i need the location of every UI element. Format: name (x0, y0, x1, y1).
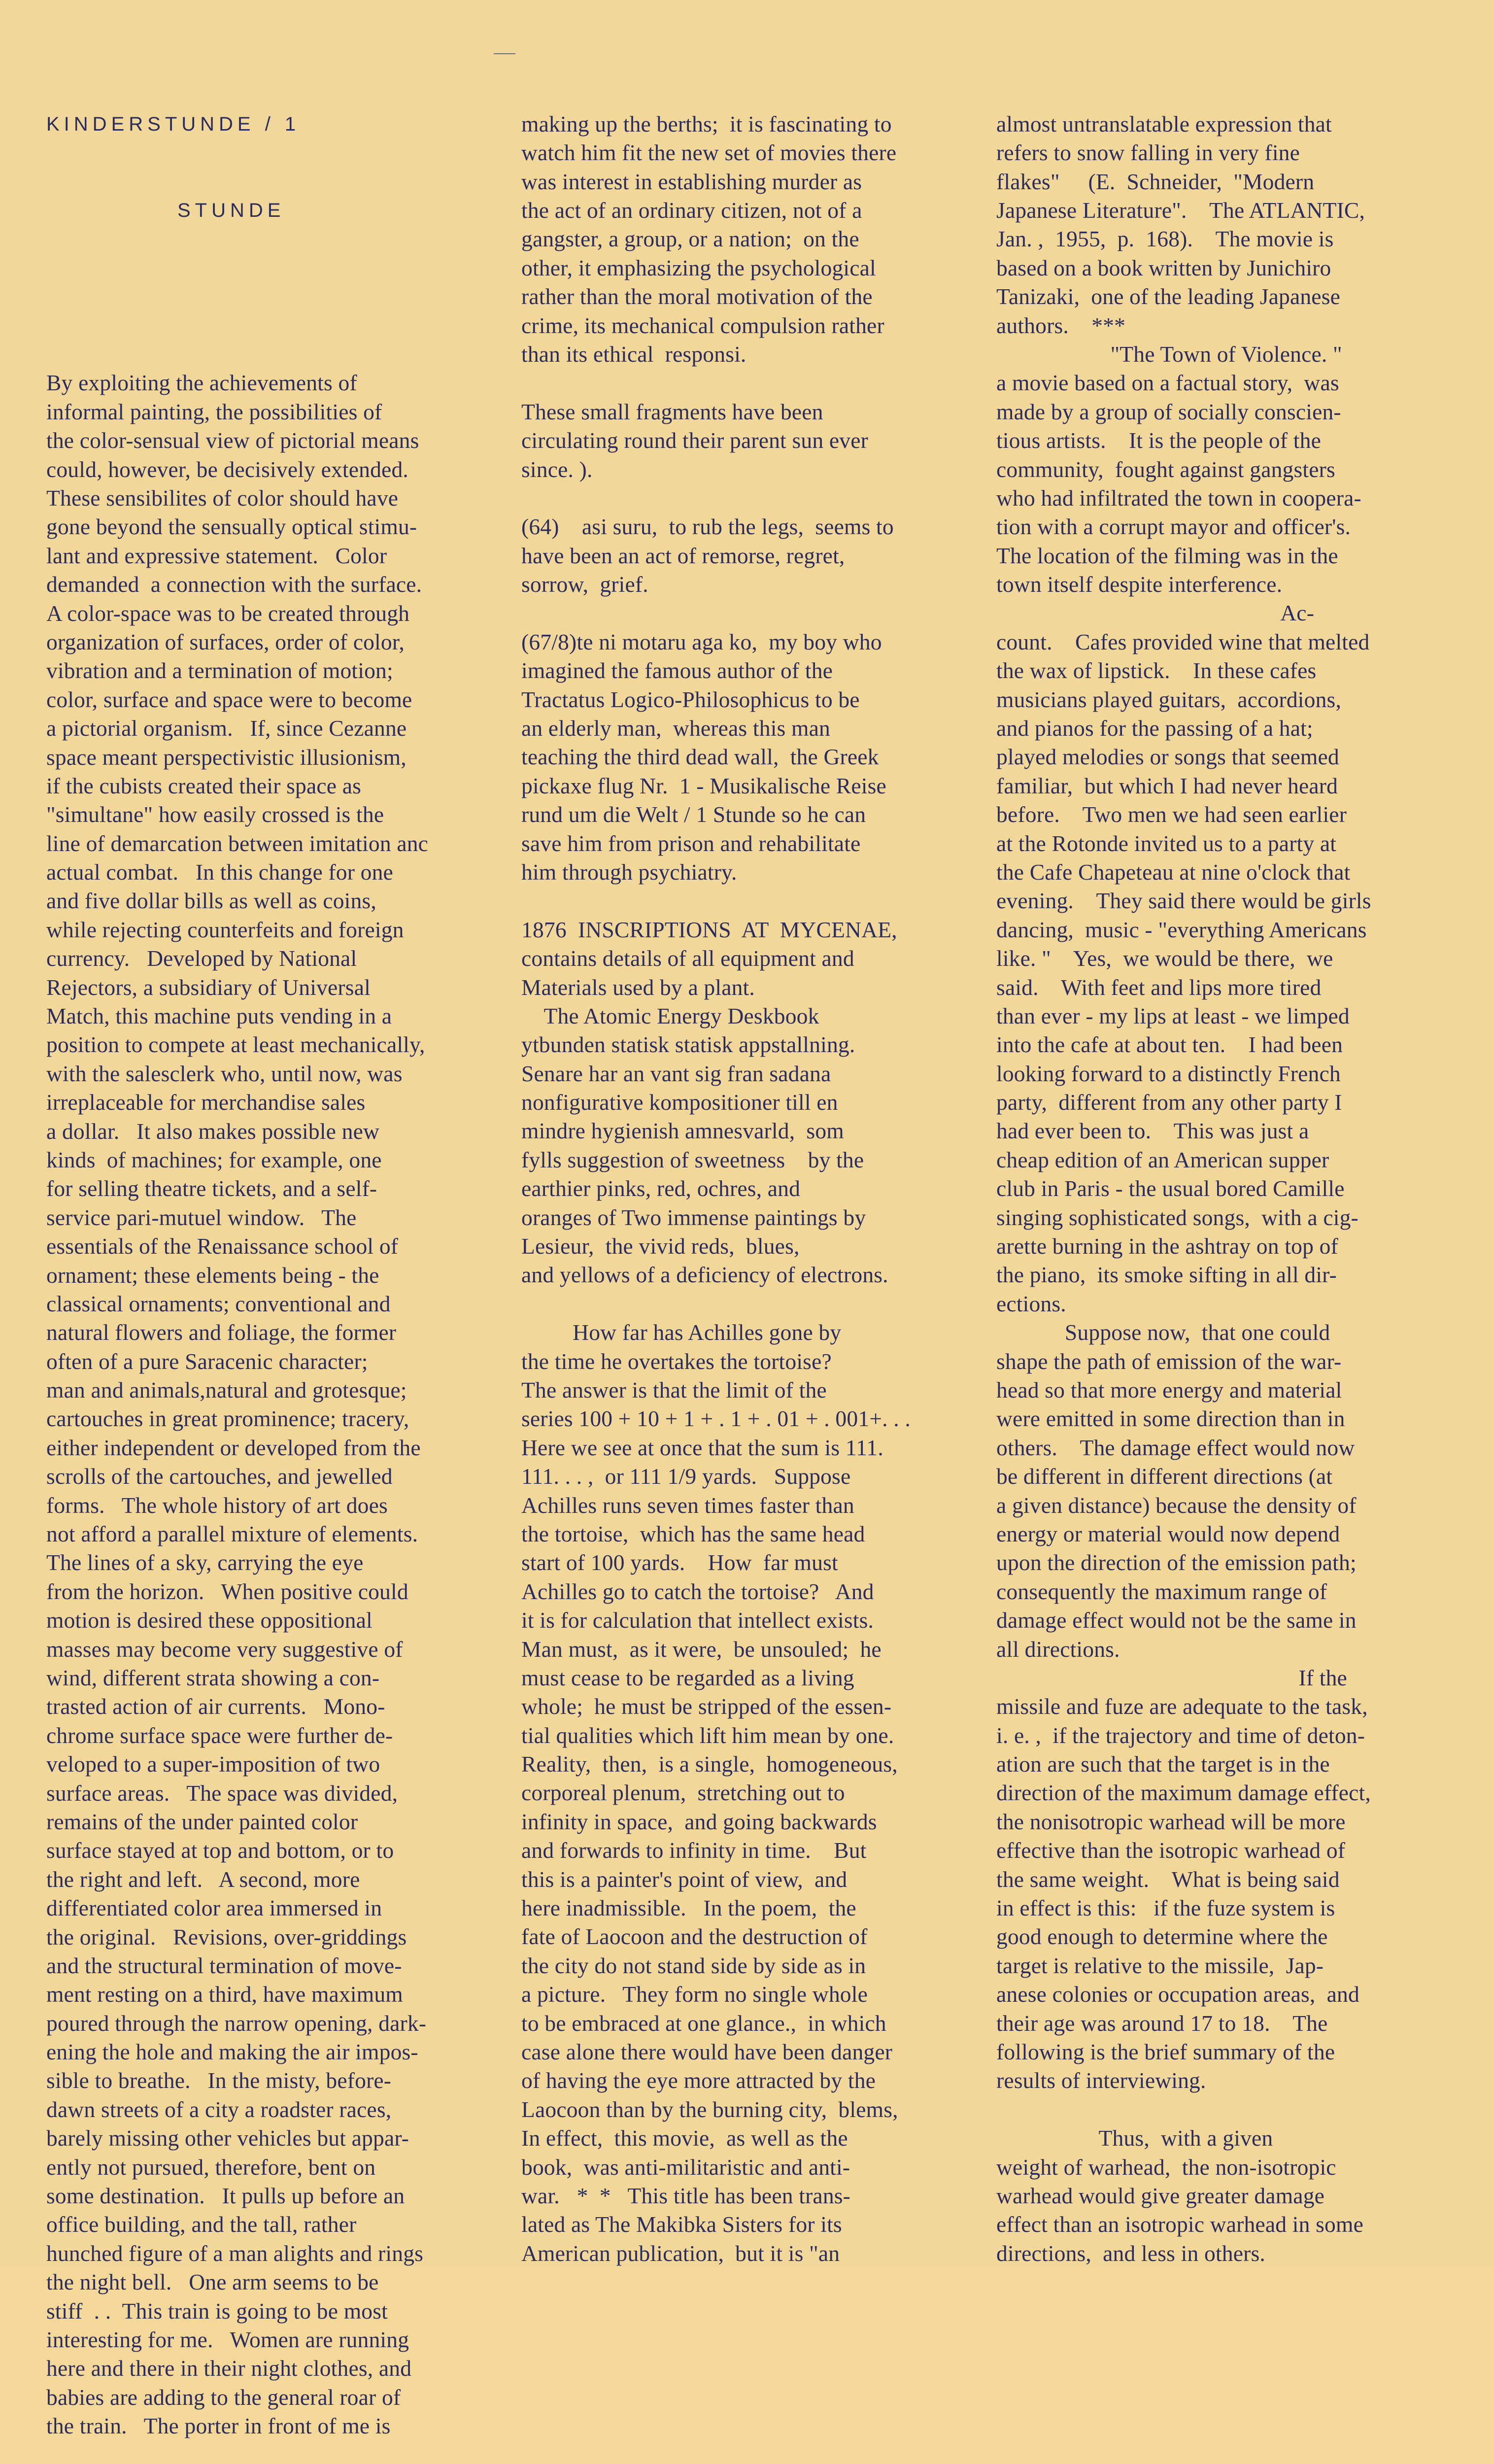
text-line: the same weight. What is being said (996, 1866, 1340, 1892)
text-line: Ac- (996, 600, 1315, 626)
text-line: into the cafe at about ten. I had been (996, 1032, 1343, 1058)
text-line: ytbunden statisk statisk appstallning. (521, 1032, 855, 1058)
text-line: made by a group of socially conscien- (996, 399, 1341, 424)
text-line: Achilles runs seven times faster than (521, 1492, 854, 1518)
text-column-3 (996, 52, 1469, 2326)
text-line: than ever - my lips at least - we limped (996, 1003, 1350, 1028)
text-line: not afford a parallel mixture of elements. (46, 1521, 418, 1547)
text-line: could, however, be decisively extended. (46, 456, 408, 482)
text-line: Match, this machine puts vending in a (46, 1003, 392, 1029)
text-column-2 (521, 52, 994, 2326)
text-line: Rejectors, a subsidiary of Universal (46, 974, 371, 1000)
text-line: sible to breathe. In the misty, before- (46, 2068, 392, 2093)
text-line: all directions. (996, 1636, 1120, 1662)
text-line: ment resting on a third, have maximum (46, 1982, 403, 2007)
page-title-continued: STUNDE (177, 200, 285, 222)
text-line: line of demarcation between imitation anc (46, 830, 429, 856)
text-line: of having the eye more attracted by the (521, 2068, 876, 2093)
text-line: like. " Yes, we would be there, we (996, 946, 1333, 971)
text-line: watch him fit the new set of movies there (521, 140, 897, 166)
text-line: Achilles go to catch the tortoise? And (521, 1578, 874, 1604)
text-line: Laocoon than by the burning city, blems, (521, 2096, 898, 2122)
text-line: i. e. , if the trajectory and time of deton- (996, 1722, 1365, 1748)
text-line: count. Cafes provided wine that melted (996, 629, 1370, 654)
text-line: The Atomic Energy Deskbook (521, 1003, 819, 1028)
text-line: the city do not stand side by side as in (521, 1952, 866, 1978)
text-line: lant and expressive statement. Color (46, 543, 387, 568)
text-line (521, 484, 994, 513)
text-line: the tortoise, which has the same head (521, 1521, 865, 1546)
text-line: club in Paris - the usual bored Camille (996, 1176, 1345, 1201)
text-line (521, 369, 994, 397)
text-line: the act of an ordinary citizen, not of a (521, 197, 862, 223)
text-line: stiff . . This train is going to be most (46, 2298, 388, 2324)
text-line: In effect, this movie, as well as the (521, 2125, 848, 2151)
text-line: missile and fuze are adequate to the task, (996, 1694, 1368, 1719)
text-line: pickaxe flug Nr. 1 - Musikalische Reise (521, 773, 886, 798)
text-line: barely missing other vehicles but appar- (46, 2125, 409, 2151)
text-line: These sensibilites of color should have (46, 485, 399, 511)
text-line: a picture. They form no single whole (521, 1982, 868, 2007)
text-line: anese colonies or occupation areas, and (996, 1982, 1359, 2007)
text-line: others. The damage effect would now (996, 1435, 1355, 1460)
text-line (521, 1290, 994, 1318)
text-line: either independent or developed from the (46, 1435, 421, 1460)
text-line: a given distance) because the density of (996, 1492, 1357, 1518)
text-line: and five dollar bills as well as coins, (46, 888, 376, 914)
text-line: was interest in establishing murder as (521, 169, 862, 194)
text-line: American publication, but it is "an (521, 2240, 840, 2266)
text-line: differentiated color area immersed in (46, 1895, 382, 1921)
text-line: space meant perspectivistic illusionism, (46, 744, 407, 770)
text-line: rather than the moral motivation of the (521, 284, 873, 309)
text-line: currency. Developed by National (46, 946, 357, 971)
text-line: Materials used by a plant. (521, 974, 755, 1000)
text-line: arette burning in the ashtray on top of (996, 1233, 1338, 1259)
text-line: be different in different directions (at (996, 1464, 1333, 1489)
text-line: case alone there would have been danger (521, 2039, 893, 2064)
text-line: oranges of Two immense paintings by (521, 1204, 866, 1230)
text-line: wind, different strata showing a con- (46, 1665, 380, 1690)
text-line: refers to snow falling in very fine (996, 140, 1300, 166)
text-line: while rejecting counterfeits and foreign (46, 917, 404, 942)
text-line: Here we see at once that the sum is 111. (521, 1435, 883, 1460)
text-line (996, 2095, 1469, 2124)
text-line: making up the berths; it is fascinating to (521, 111, 892, 137)
text-line: it is for calculation that intellect exists. (521, 1608, 874, 1633)
text-line: before. Two men we had seen earlier (996, 802, 1347, 827)
text-line: the wax of lipstick. In these cafes (996, 658, 1317, 684)
column-2-lines (521, 110, 994, 2268)
text-line: whole; he must be stripped of the essen- (521, 1694, 892, 1719)
text-line: corporeal plenum, stretching out to (521, 1780, 845, 1806)
text-line: Japanese Literature". The ATLANTIC, (996, 197, 1365, 223)
text-line: and the structural termination of move- (46, 1952, 402, 1978)
text-line: good enough to determine where the (996, 1924, 1328, 1950)
text-line: classical ornaments; conventional and (46, 1291, 391, 1316)
text-line: remains of the under painted color (46, 1809, 358, 1834)
text-line: office building, and the tall, rather (46, 2212, 357, 2237)
text-line: who had infiltrated the town in coopera- (996, 485, 1361, 511)
text-line: earthier pinks, red, ochres, and (521, 1176, 801, 1201)
text-line: ation are such that the target is in the (996, 1751, 1330, 1777)
text-line: trasted action of air currents. Mono- (46, 1694, 385, 1719)
text-line: evening. They said there would be girls (996, 888, 1371, 914)
text-line: looking forward to a distinctly French (996, 1061, 1341, 1086)
text-line: than its ethical responsi. (521, 341, 747, 367)
text-line: cartouches in great prominence; tracery, (46, 1406, 409, 1432)
text-line: and yellows of a deficiency of electrons. (521, 1262, 888, 1288)
text-line: the Cafe Chapeteau at nine o'clock that (996, 859, 1351, 885)
text-line: almost untranslatable expression that (996, 111, 1332, 137)
text-line: essentials of the Renaissance school of (46, 1233, 399, 1259)
text-line: their age was around 17 to 18. The (996, 2010, 1328, 2036)
text-line: a pictorial organism. If, since Cezanne (46, 716, 407, 741)
text-line: The lines of a sky, carrying the eye (46, 1550, 364, 1575)
text-line: kinds of machines; for example, one (46, 1147, 382, 1172)
text-line: Man must, as it were, be unsouled; he (521, 1636, 882, 1662)
text-line: familiar, but which I had never heard (996, 773, 1338, 798)
text-line: If the (996, 1665, 1347, 1690)
text-line: were emitted in some direction than in (996, 1406, 1345, 1432)
text-line: surface areas. The space was divided, (46, 1780, 398, 1806)
text-line: often of a pure Saracenic character; (46, 1348, 368, 1374)
text-line: flakes" (E. Schneider, "Modern (996, 169, 1315, 194)
text-line: hunched figure of a man alights and rings (46, 2240, 424, 2266)
text-line: A color-space was to be created through (46, 600, 410, 626)
text-line: shape the path of emission of the war- (996, 1348, 1342, 1374)
text-line: gangster, a group, or a nation; on the (521, 226, 859, 252)
text-line: and pianos for the passing of a hat; (996, 716, 1313, 741)
text-line: organization of surfaces, order of color, (46, 629, 405, 654)
text-line: ening the hole and making the air impos- (46, 2039, 418, 2065)
text-line: position to compete at least mechanically, (46, 1032, 425, 1058)
text-line: said. With feet and lips more tired (996, 974, 1322, 1000)
text-line: These small fragments have been (521, 399, 823, 424)
text-line: "simultane" how easily crossed is the (46, 802, 384, 827)
text-line: results of interviewing. (996, 2068, 1206, 2093)
text-line: gone beyond the sensually optical stimu- (46, 514, 417, 540)
text-line: motion is desired these oppositional (46, 1608, 373, 1633)
text-line: service pari-mutuel window. The (46, 1204, 357, 1230)
text-line: the train. The porter in front of me is (46, 2413, 391, 2439)
text-line: chrome surface space were further de- (46, 1722, 393, 1748)
text-line: tious artists. It is the people of the (996, 428, 1321, 453)
text-line: book, was anti-militaristic and anti- (521, 2154, 850, 2180)
text-line: directions, and less in others. (996, 2240, 1265, 2266)
text-line: a movie based on a factual story, was (996, 370, 1339, 396)
text-line: war. * * This title has been trans- (521, 2183, 851, 2208)
text-line: Senare har an vant sig fran sadana (521, 1061, 831, 1086)
text-line: ections. (996, 1291, 1066, 1316)
text-line: By exploiting the achievements of (46, 370, 357, 396)
text-line: with the salesclerk who, until now, was (46, 1061, 403, 1086)
text-line: surface stayed at top and bottom, or to (46, 1838, 394, 1863)
text-line: demanded a connection with the surface. (46, 572, 422, 597)
text-line: the time he overtakes the tortoise? (521, 1348, 832, 1374)
text-line (521, 887, 994, 915)
text-line: effect than an isotropic warhead in some (996, 2212, 1363, 2237)
text-line: forms. The whole history of art does (46, 1492, 388, 1518)
text-line: Jan. , 1955, p. 168). The movie is (996, 226, 1334, 252)
text-line: sorrow, grief. (521, 572, 648, 597)
text-line: consequently the maximum range of (996, 1578, 1327, 1604)
text-line: start of 100 yards. How far must (521, 1550, 838, 1575)
text-line: warhead would give greater damage (996, 2183, 1325, 2208)
text-line: and forwards to infinity in time. But (521, 1838, 867, 1863)
text-line: (67/8)te ni motaru aga ko, my boy who (521, 629, 882, 654)
text-line: authors. *** (996, 312, 1126, 338)
text-line: crime, its mechanical compulsion rather (521, 312, 884, 338)
text-line: imagined the famous author of the (521, 658, 833, 684)
text-line: some destination. It pulls up before an (46, 2183, 405, 2209)
text-line: effective than the isotropic warhead of (996, 1838, 1346, 1863)
text-column-1 (46, 52, 519, 2464)
text-line: rund um die Welt / 1 Stunde so he can (521, 802, 866, 827)
text-line: veloped to a super-imposition of two (46, 1751, 380, 1777)
text-line: Thus, with a given (996, 2125, 1273, 2151)
text-line: fylls suggestion of sweetness by the (521, 1147, 864, 1172)
text-line: man and animals,natural and grotesque; (46, 1377, 407, 1403)
text-line: in effect is this: if the fuze system is (996, 1895, 1335, 1921)
text-line: (64) asi suru, to rub the legs, seems to (521, 514, 894, 540)
text-line: dancing, music - "everything Americans (996, 917, 1367, 942)
text-line: Suppose now, that one could (996, 1320, 1330, 1345)
text-line: The location of the filming was in the (996, 543, 1338, 568)
text-line: informal painting, the possibilities of (46, 399, 382, 424)
text-line: scrolls of the cartouches, and jewelled (46, 1464, 393, 1489)
text-line: cheap edition of an American supper (996, 1147, 1329, 1172)
text-line: tial qualities which lift him mean by one. (521, 1722, 894, 1748)
text-line: contains details of all equipment and (521, 946, 854, 971)
text-line: interesting for me. Women are running (46, 2327, 409, 2352)
text-line: tion with a corrupt mayor and officer's. (996, 514, 1351, 540)
text-line: had ever been to. This was just a (996, 1118, 1309, 1144)
text-line: 1876 INSCRIPTIONS AT MYCENAE, (521, 917, 897, 942)
column-3-lines (996, 110, 1469, 2268)
text-line: The answer is that the limit of the (521, 1377, 827, 1403)
text-line: the color-sensual view of pictorial means (46, 428, 419, 453)
text-line: based on a book written by Junichiro (996, 255, 1331, 280)
text-line: head so that more energy and material (996, 1377, 1342, 1403)
text-line: Reality, then, is a single, homogeneous, (521, 1751, 898, 1777)
text-line: singing sophisticated songs, with a cig- (996, 1204, 1358, 1230)
text-line: ently not pursued, therefore, bent on (46, 2154, 376, 2180)
text-line: since. ). (521, 456, 593, 482)
text-line: the nonisotropic warhead will be more (996, 1809, 1346, 1834)
text-line: following is the brief summary of the (996, 2039, 1335, 2064)
text-line: Tractatus Logico-Philosophicus to be (521, 686, 860, 712)
text-line: natural flowers and foliage, the former (46, 1320, 397, 1345)
text-line: from the horizon. When positive could (46, 1578, 408, 1604)
text-line: ornament; these elements being - the (46, 1262, 379, 1288)
text-line: nonfigurative kompositioner till en (521, 1090, 838, 1115)
text-line: series 100 + 10 + 1 + . 1 + . 01 + . 001+. . . (521, 1406, 911, 1432)
text-line: the original. Revisions, over-griddings (46, 1924, 407, 1950)
text-line: actual combat. In this change for one (46, 859, 393, 885)
text-line: save him from prison and rehabilitate (521, 830, 861, 856)
text-line: mindre hygienish amnesvarld, som (521, 1118, 844, 1144)
text-line: teaching the third dead wall, the Greek (521, 744, 879, 770)
text-line: must cease to be regarded as a living (521, 1665, 854, 1690)
text-line: played melodies or songs that seemed (996, 744, 1339, 770)
text-line: here inadmissible. In the poem, the (521, 1895, 856, 1921)
text-line: fate of Laocoon and the destruction of (521, 1924, 868, 1950)
text-line: poured through the narrow opening, dark- (46, 2010, 427, 2036)
text-line: "The Town of Violence. " (996, 341, 1342, 367)
column-1-lines (46, 369, 519, 2440)
text-line: upon the direction of the emission path; (996, 1550, 1357, 1575)
text-line: target is relative to the missile, Jap- (996, 1952, 1324, 1978)
text-line: community, fought against gangsters (996, 456, 1335, 482)
text-line: have been an act of remorse, regret, (521, 543, 845, 568)
text-line: an elderly man, whereas this man (521, 716, 830, 741)
text-line: Tanizaki, one of the leading Japanese (996, 284, 1341, 309)
text-line: here and there in their night clothes, and (46, 2356, 412, 2381)
text-line: 111. . . , or 111 1/9 yards. Suppose (521, 1464, 851, 1489)
text-line: direction of the maximum damage effect, (996, 1780, 1371, 1806)
text-line: infinity in space, and going backwards (521, 1809, 877, 1834)
text-line: dawn streets of a city a roadster races, (46, 2096, 392, 2122)
text-line: How far has Achilles gone by (521, 1320, 842, 1345)
text-line: this is a painter's point of view, and (521, 1866, 848, 1892)
text-line: if the cubists created their space as (46, 773, 362, 798)
text-line: a dollar. It also makes possible new (46, 1118, 380, 1144)
text-line: him through psychiatry. (521, 859, 737, 885)
text-line: party, different from any other party I (996, 1090, 1342, 1115)
text-line: irreplaceable for merchandise sales (46, 1090, 366, 1115)
text-line (521, 599, 994, 627)
text-line: other, it emphasizing the psychological (521, 255, 876, 280)
text-line: the piano, its smoke sifting in all dir- (996, 1262, 1337, 1288)
text-line: musicians played guitars, accordions, (996, 686, 1342, 712)
page-title: KINDERSTUNDE / 1 (46, 113, 301, 135)
title-spacer (46, 282, 519, 311)
text-line: for selling theatre tickets, and a self- (46, 1176, 377, 1201)
text-line: masses may become very suggestive of (46, 1636, 403, 1662)
text-line: the night bell. One arm seems to be (46, 2269, 379, 2295)
text-line: damage effect would not be the same in (996, 1608, 1357, 1633)
text-line: town itself despite interference. (996, 572, 1283, 597)
text-line: weight of warhead, the non-isotropic (996, 2154, 1336, 2180)
text-line: vibration and a termination of motion; (46, 658, 393, 684)
text-line: Lesieur, the vivid reds, blues, (521, 1233, 800, 1259)
text-line: circulating round their parent sun ever (521, 428, 868, 453)
text-line: lated as The Makibka Sisters for its (521, 2212, 842, 2237)
text-line: at the Rotonde invited us to a party at (996, 830, 1337, 856)
text-line: color, surface and space were to become (46, 686, 412, 712)
text-line: energy or material would now depend (996, 1521, 1340, 1546)
text-line: to be embraced at one glance., in which (521, 2010, 886, 2036)
text-line: babies are adding to the general roar of (46, 2384, 401, 2410)
text-line: the right and left. A second, more (46, 1866, 360, 1892)
